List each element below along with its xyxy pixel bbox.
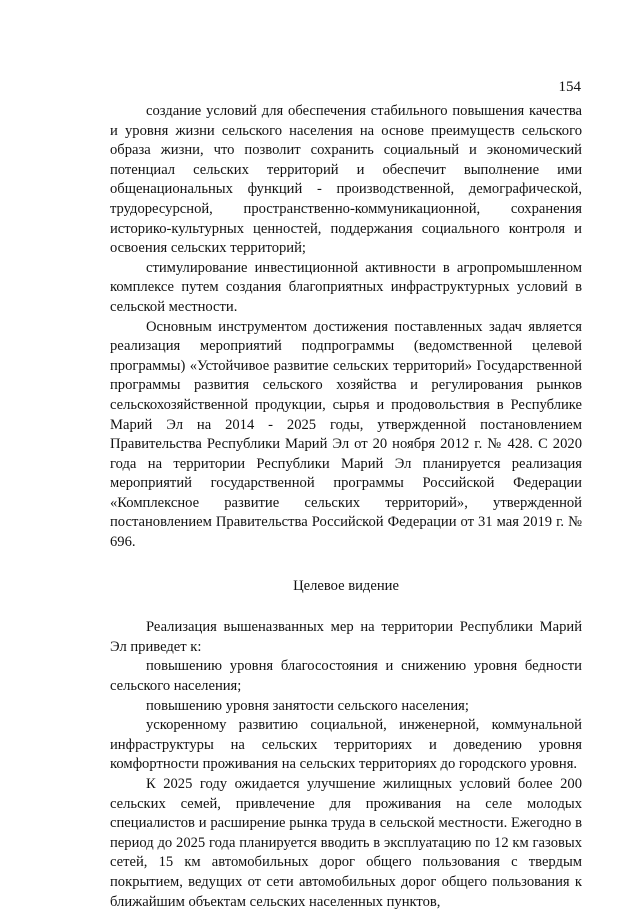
paragraph-employment-increase: повышению уровня занятости сельского населения;: [146, 697, 469, 714]
paragraph-2025-expectations: К 2025 году ожидается улучшение жилищных условий более 200 сельских семей, привлечение для проживания на селе молодых специалистов и расширение рынка труда в сельской местности. Ежегодно в период до 2025 года планируется вводить в эксплуатацию по 12 км газовых сетей, 15 км автомобильных дорог общего пользования с твердым покрытием, ведущих от сети автомобильных дорог общего пользования к ближайшим объектам сельских населенных пунктов,: [110, 776, 582, 910]
document-body: [110, 102, 582, 912]
paragraph-implementation-results: Реализация вышеназванных мер на территории Республики Марий Эл приведет к:: [110, 619, 582, 655]
paragraph-rural-living-conditions: создание условий для обеспечения стабильного повышения качества и уровня жизни сельского населения на основе преимуществ сельского образа жизни, что позволит сохранить социальный и экономический потенциал сельских территорий и обеспечит выполнение ими общенациональных функций - производственной, демографической, трудоресурсной, пространственно-коммуникационной, сохранения историко-культурных ценностей, поддержания социального контроля и освоения сельских территорий;: [110, 103, 582, 257]
paragraph-investment-activity: стимулирование инвестиционной активности в агропромышленном комплексе путем создания благоприятных инфраструктурных условий в сельской местности.: [110, 259, 582, 315]
paragraph-infrastructure-development: ускоренному развитию социальной, инженерной, коммунальной инфраструктуры на сельских территориях и доведению уровня комфортности проживания на сельских территориях до городского уровня.: [110, 717, 582, 773]
page-number: 154: [558, 79, 581, 95]
section-heading: Целевое видение: [293, 577, 399, 594]
paragraph-main-instrument: Основным инструментом достижения поставленных задач является реализация мероприятий подпрограммы (ведомственной целевой программы) «Устойчивое развитие сельских территорий» Государственной программы развития сельского хозяйства и регулирования рынков сельскохозяйственной продукции, сырья и продовольствия в Республике Марий Эл на 2014 - 2025 годы, утвержденной постановлением Правительства Республики Марий Эл от 20 ноября 2012 г. № 428. С 2020 года на территории Республики Марий Эл планируется реализация мероприятий государственной программы Российской Федерации «Комплексное развитие сельских территорий», утвержденной постановлением Правительства Российской Федерации от 31 мая 2019 г. № 696.: [110, 318, 582, 551]
paragraph-welfare-increase: повышению уровня благосостояния и снижению уровня бедности сельского населения;: [110, 658, 582, 695]
